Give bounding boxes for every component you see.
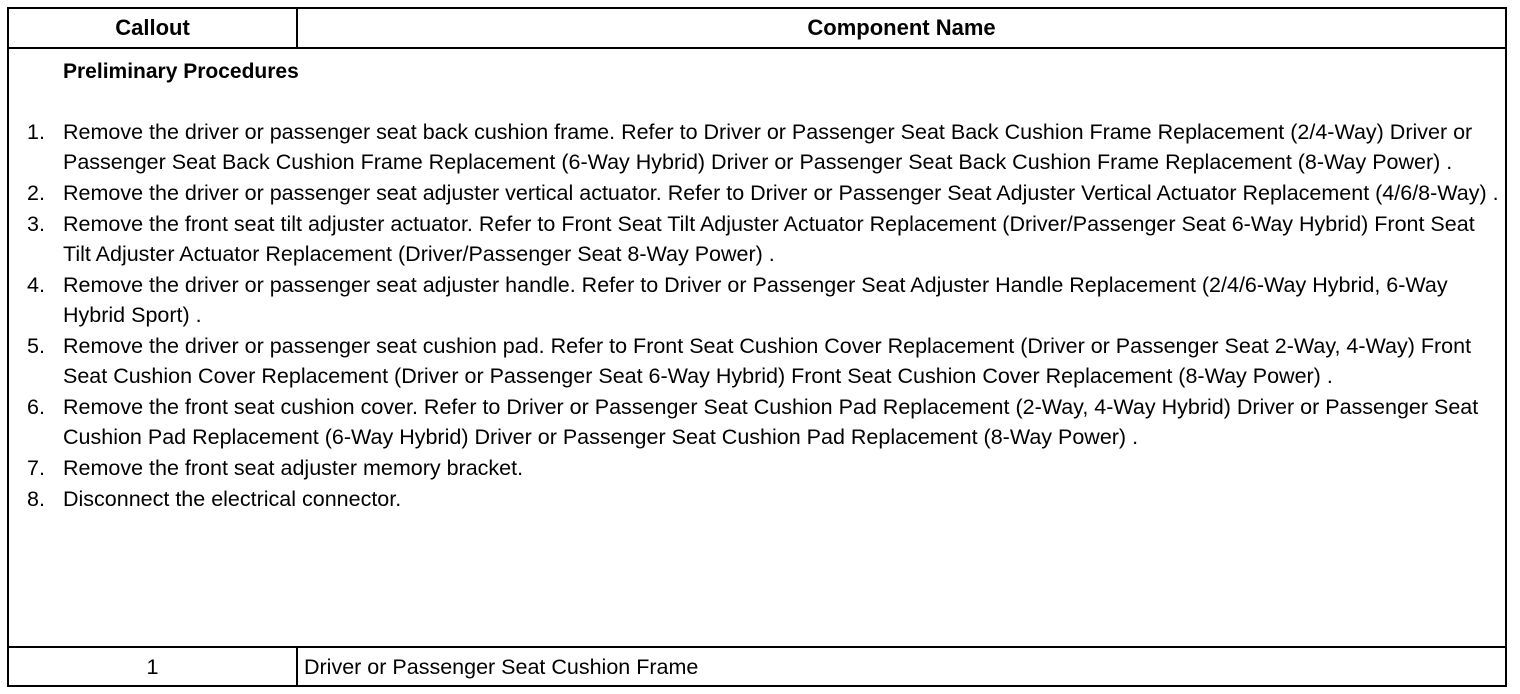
procedure-step xyxy=(9,117,1499,177)
step-text: Remove the front seat cushion cover. Refer to Driver or Passenger Seat Cushion Pad Replacement (2-Way, 4-Way Hybrid) Driver or Passenger Seat Cushion Pad Replacement (6-Way Hybrid) Driver or Passenger Seat Cushion Pad Replacement (8-Way Power) . xyxy=(63,395,1479,449)
callout-cell: 1 xyxy=(9,647,297,685)
column-header-callout: Callout xyxy=(9,9,297,48)
procedure-table xyxy=(9,9,1505,685)
procedure-step xyxy=(9,209,1499,269)
step-number: 4. xyxy=(27,273,45,297)
preliminary-procedures-heading: Preliminary Procedures xyxy=(63,60,299,83)
procedure-step xyxy=(9,270,1499,330)
procedure-table-frame xyxy=(7,7,1507,687)
component-name-cell: Driver or Passenger Seat Cushion Frame xyxy=(297,647,1505,685)
step-number: 5. xyxy=(27,334,45,358)
step-number: 1. xyxy=(27,120,45,144)
step-number: 7. xyxy=(27,456,45,480)
column-header-component-name: Component Name xyxy=(297,9,1505,48)
preliminary-procedures-cell xyxy=(9,48,1505,647)
preliminary-procedures-row xyxy=(9,48,1505,647)
step-text: Remove the driver or passenger seat adjuster vertical actuator. Refer to Driver or Passenger Seat Adjuster Vertical Actuator Replacement (4/6/8-Way) . xyxy=(63,181,1499,205)
procedure-step xyxy=(9,331,1499,391)
step-number: 8. xyxy=(27,487,45,511)
step-text: Remove the front seat adjuster memory bracket. xyxy=(63,456,524,480)
step-text: Remove the front seat tilt adjuster actuator. Refer to Front Seat Tilt Adjuster Actuator Replacement (Driver/Passenger Seat 6-Way Hybrid) Front Seat Tilt Adjuster Actuator Replacement (Driver/Passenger Seat 8-Way Power) . xyxy=(63,212,1475,266)
step-number: 3. xyxy=(27,212,45,236)
procedure-step xyxy=(9,392,1499,452)
step-text: Remove the driver or passenger seat adjuster handle. Refer to Driver or Passenger Seat Adjuster Handle Replacement (2/4/6-Way Hybrid, 6-Way Hybrid Sport) . xyxy=(63,273,1448,327)
step-text: Remove the driver or passenger seat back cushion frame. Refer to Driver or Passenger Seat Back Cushion Frame Replacement (2/4-Way) Driver or Passenger Seat Back Cushion Frame Replacement (6-Way Hybrid) Driver or Passenger Seat Back Cushion Frame Replacement (8-Way Power) . xyxy=(63,120,1473,174)
step-number: 2. xyxy=(27,181,45,205)
table-row xyxy=(9,647,1505,685)
step-number: 6. xyxy=(27,395,45,419)
table-header-row xyxy=(9,9,1505,48)
procedure-step xyxy=(9,453,1499,483)
procedure-step xyxy=(9,178,1499,208)
step-text: Disconnect the electrical connector. xyxy=(63,487,402,511)
procedure-steps-list xyxy=(9,117,1499,514)
procedure-step xyxy=(9,484,1499,514)
step-text: Remove the driver or passenger seat cushion pad. Refer to Front Seat Cushion Cover Replacement (Driver or Passenger Seat 2-Way, 4-Way) Front Seat Cushion Cover Replacement (Driver or Passenger Seat 6-Way Hybrid) Front Seat Cushion Cover Replacement (8-Way Power) . xyxy=(63,334,1472,388)
